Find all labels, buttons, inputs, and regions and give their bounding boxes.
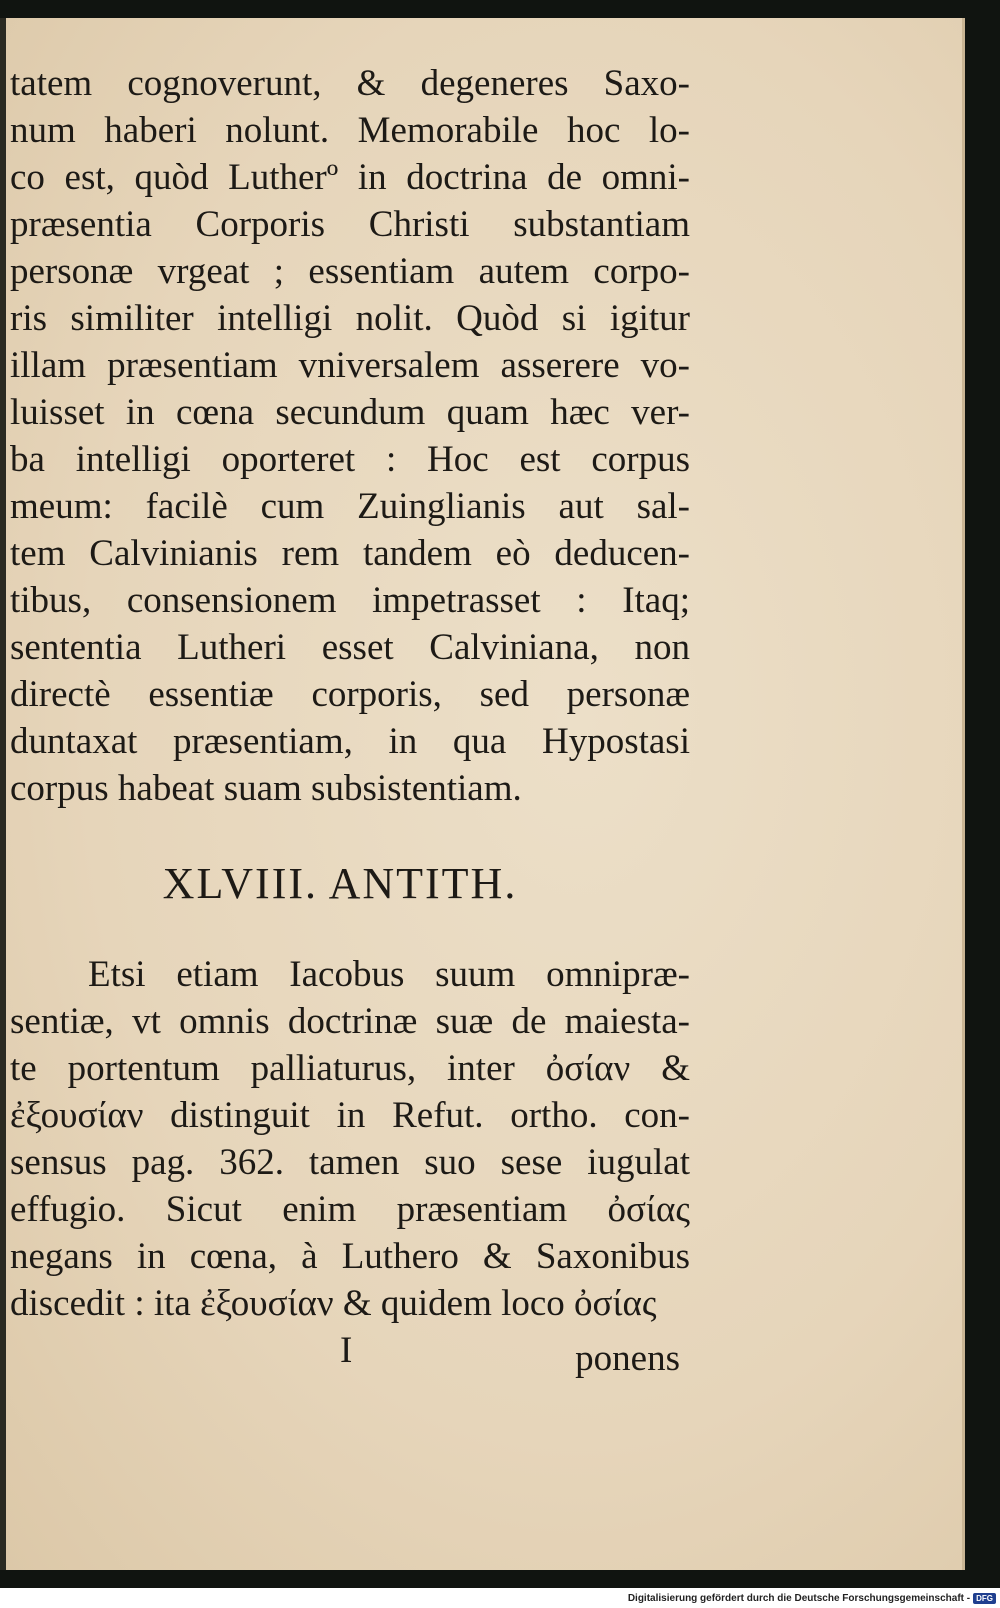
text-line: illam præsentiam vniversalem asserere vo- [10,345,690,386]
text-line: tibus, consensionem impetrasset : Itaq; [10,580,690,621]
text-line: luisset in cœna secundum quam hæc ver- [10,392,690,433]
text-line: ἐξουσίαν distinguit in Refut. ortho. con- [10,1095,690,1136]
text-line: directè essentiæ corporis, sed personæ [10,674,690,715]
text-line: personæ vrgeat ; essentiam autem corpo- [10,251,690,292]
text-line: negans in cœna, à Luthero & Saxonibus [10,1236,690,1277]
text-line: meum: facilè cum Zuinglianis aut sal- [10,486,690,527]
text-line: tem Calvinianis rem tandem eò deducen- [10,533,690,574]
dfg-logo: DFG [973,1593,996,1604]
page-footer [10,1327,690,1383]
catchword: ponens [575,1338,680,1379]
paragraph-1 [10,60,690,812]
text-line: ba intelligi oporteret : Hoc est corpus [10,439,690,480]
text-line: discedit : ita ἐξουσίαν & quidem loco ὀσίας [10,1283,657,1324]
paragraph-2 [10,951,690,1327]
text-line: corpus habeat suam subsistentiam. [10,768,522,809]
text-line: ris similiter intelligi nolit. Quòd si igitur [10,298,690,339]
text-line: co est, quòd Lutherº in doctrina de omni- [10,157,690,198]
credit-text: Digitalisierung gefördert durch die Deutsche Forschungsgemeinschaft - [627,1593,971,1604]
text-line: Etsi etiam Iacobus suum omnipræ- [88,954,690,995]
text-line: sensus pag. 362. tamen suo sese iugulat [10,1142,690,1183]
text-line: effugio. Sicut enim præsentiam ὀσίας [10,1189,690,1230]
text-line: sentiæ, vt omnis doctrinæ suæ de maiesta- [10,1001,690,1042]
section-heading: XLVIII. ANTITH. [162,859,518,908]
text-line: te portentum palliaturus, inter ὀσίαν & [10,1048,690,1089]
text-line: tatem cognoverunt, & degeneres Saxo- [10,63,690,104]
digitization-credit [628,1593,996,1604]
text-line: duntaxat præsentiam, in qua Hypostasi [10,721,690,762]
text-line: num haberi nolunt. Memorabile hoc lo- [10,110,690,151]
book-spine [0,18,6,1570]
text-line: sententia Lutheri esset Calviniana, non [10,627,690,668]
page-text [10,60,690,1383]
text-line: præsentia Corporis Christi substantiam [10,204,690,245]
signature-mark: I [340,1330,353,1371]
